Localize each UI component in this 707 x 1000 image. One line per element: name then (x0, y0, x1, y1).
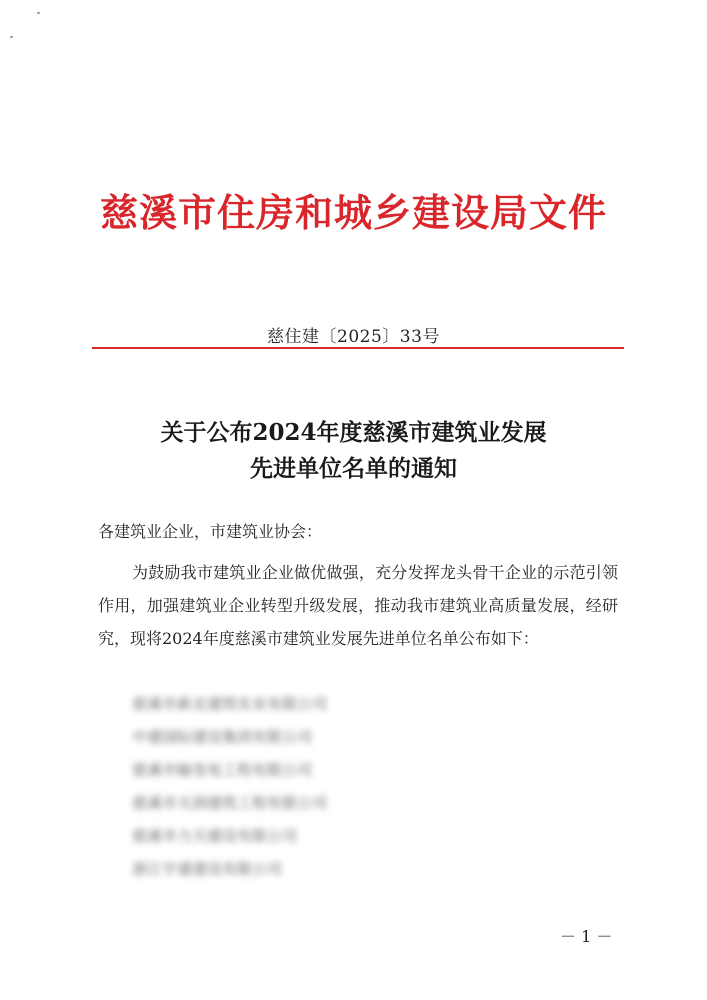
company-item: 中建国际建设集团有限公司 (132, 728, 313, 746)
page-number: － 1 － (560, 927, 613, 946)
company-item: 慈溪市力天建设有限公司 (132, 827, 298, 845)
agency-header-title: 慈溪市住房和城乡建设局文件 (99, 190, 607, 235)
header-red-rule (92, 347, 624, 349)
scan-speck (10, 36, 13, 38)
body-paragraph: 为鼓励我市建筑业企业做优做强，充分发挥龙头骨干企业的示范引领作用，加强建筑业企业转型升级发展，推动我市建筑业高质量发展，经研究，现将2024年度慈溪市建筑业发展先进单位名单公布如下： (98, 563, 618, 648)
notice-title (0, 415, 707, 487)
scan-speck (37, 12, 40, 14)
company-item: 慈溪市天润建筑工程有限公司 (132, 794, 328, 812)
notice-title-line2: 先进单位名单的通知 (250, 455, 457, 482)
company-list (132, 688, 327, 886)
notice-title-line1: 关于公布2024年度慈溪市建筑业发展 (160, 419, 547, 446)
company-item: 浙江宇盛建设有限公司 (132, 860, 283, 878)
company-item: 慈溪市新北建筑实业有限公司 (132, 695, 328, 713)
document-number: 慈住建〔2025〕33号 (267, 327, 440, 347)
salutation: 各建筑业企业，市建筑业协会： (98, 522, 323, 541)
company-item: 慈溪市输变电工程有限公司 (132, 761, 313, 779)
